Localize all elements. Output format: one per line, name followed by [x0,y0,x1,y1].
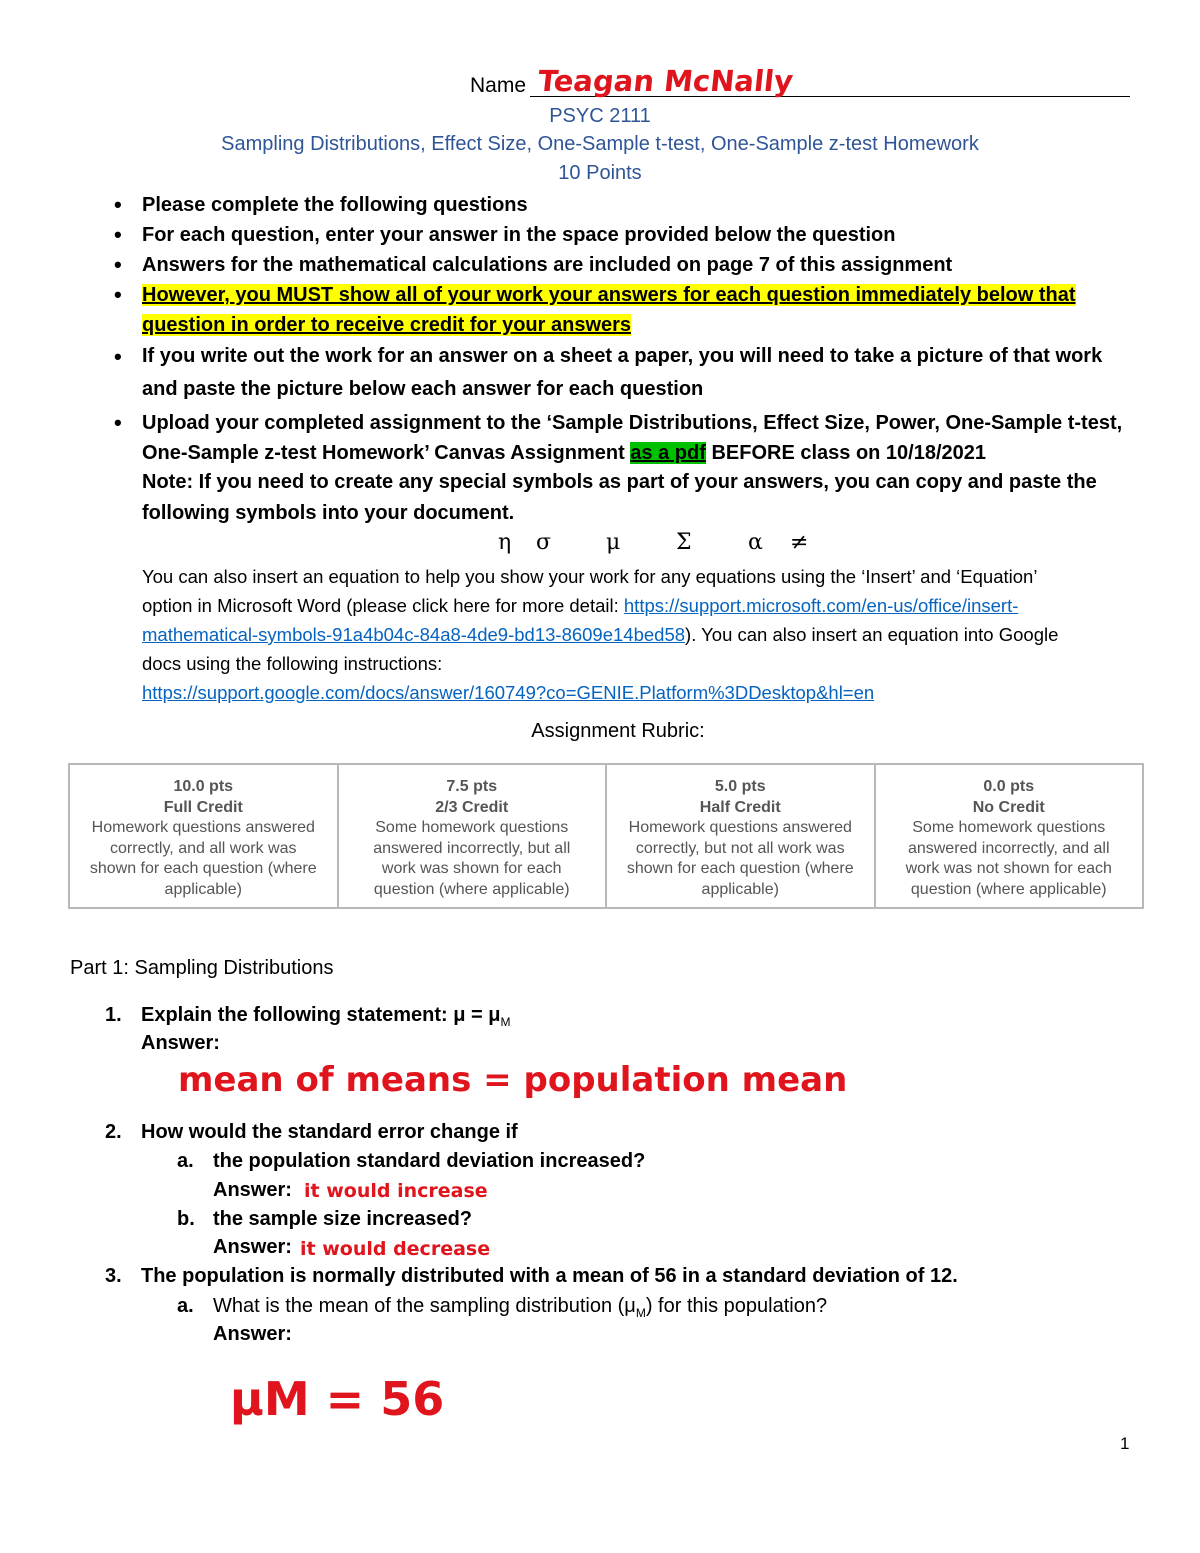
name-label: Name [470,74,527,97]
rubric-cell-full-credit: 10.0 pts Full Credit Homework questions answered correctly, and all work was shown for each question (where applicable) [70,765,339,907]
page-number: 1 [1120,1434,1130,1453]
name-line [470,64,1130,100]
answer-label: Answer: [141,1032,220,1054]
microsoft-link[interactable]: https://support.microsoft.com/en-us/office/insert- [623,595,1019,616]
rubric-table [68,763,1144,909]
symbol-alpha: α [748,530,763,555]
symbol-eta: η [498,530,512,555]
equation-info: You can also insert an equation to help you show your work for any equations using the ‘Insert’ and ‘Equation’ option in Microsoft Word (please click here for more detail: https://support.microsoft.com/en-us/office/insert- mathematical-symbols-91a4b04c-84a8-4de9-bd13-8609e14bed58). You can also insert an equation into Google docs using the following instructions: https://support.google.com/docs/answer/160749?co=GENIE.Platform%3DDesktop&hl=en [142,566,1059,703]
part-1-title: Part 1: Sampling Distributions [70,957,334,979]
microsoft-link-continued[interactable]: mathematical-symbols-91a4b04c-84a8-4de9-bd13-8609e14bed58 [142,624,686,645]
instruction-list [110,190,1150,468]
handwritten-answer-2b: it would decrease [300,1238,491,1260]
handwritten-answer-1: mean of means = population mean [178,1060,848,1100]
instruction-item-highlighted [110,280,1150,340]
note-text: Note: If you need to create any special symbols as part of your answers, you can copy and paste the following symbols into your document. [142,471,1097,524]
answer-label: Answer: [213,1323,292,1345]
answer-label: Answer: [213,1236,292,1258]
handwritten-answer-3a: μM = 56 [230,1372,445,1426]
rubric-title: Assignment Rubric: [531,720,705,742]
document-page: Name Teagan McNally PSYC 2111 Sampling Distributions, Effect Size, One-Sample t-test, One-Sample z-test Homework 10 Points • Please complete the following questions • For each question, enter your answer in the space provided below the question • Answers for the mathematical calculations are included on page 7 of this assignment • However, you MUST show all of your work your answers for each question immediately below that question in order to receive credit for your answers • If you write out the work for an answer on a sheet a paper, you will need to take a picture of that work and paste the picture below each answer for each question • Upload your completed assignment to the ‘Sample Distributions, Effect Size, Power, One-Sample t-test, One-Sample z-test Homework’ Canvas Assignment as a pdf BEFORE class on 10/18/2021 Note: If you need to create any special symbols as part of your answers, you can copy and paste the following symbols into your document. η σ μ Σ α ≠ You can also insert an equation to help you show your work for any equations using the ‘Insert’ and ‘Equation’ option in Microsoft Word (please click here for more detail: https://support.microsoft.com/en-us/office/insert- mathematical-symbols-91a4b04c-84a8-4de9-bd13-8609e14bed58). You can also insert an equation into Google docs using the following instructions: https://support.google.com/docs/answer/160749?co=GENIE.Platform%3DDesktop&hl=en Assignment Rubric: 10.0 pts Full Credit Homework questions answered correctly, and all work was shown for each question (where applicable) 7.5 pts 2/3 Credit Some homework questions answered incorrectly, but all work was shown for each question (where applicable) 5.0 pts Half Credit Homework questions answered correctly, but not all work was shown for each question (where applicable) 0.0 pts No Credit Some homework questions answered incorrectly, and all work was not shown for each question (where applicable) Part 1: Sampling Distributions 1. Explain the following statement: $\mu = \mu_M$ Answer: mean of means = population mean 2. How would the standard error change if a. the population standard deviation increased? Answer: b. the sample size increased? Answer: it would increase it would decrease 3. The population is normally distributed with a mean of 56 in a standard deviation of 12. a. What is the mean of the sampling distribution $(\mu_M)$ for this population? Answer: μM = 56 1 [0,0,1200,1553]
symbol-not-equal: ≠ [790,530,809,555]
rubric-cell-half-credit: 5.0 pts Half Credit Homework questions answered correctly, but not all work was shown for each question (where applicable) [607,765,876,907]
highlighted-text: question in order to receive credit for your answers [142,314,632,336]
highlighted-text: However, you MUST show all of your work your answers for each question immediately below that [142,284,1076,306]
rubric-cell-two-thirds-credit: 7.5 pts 2/3 Credit Some homework questions answered incorrectly, but all work was shown for each question (where applicable) [339,765,608,907]
pdf-highlight: as a pdf [630,442,706,464]
handwritten-name: Teagan McNally [536,64,795,98]
handwritten-answer-2a: it would increase [304,1180,488,1202]
instruction-item: • For each question, enter your answer in the space provided below the question [110,220,1150,250]
symbol-mu: μ [606,530,621,555]
symbol-sigma: σ [536,530,552,555]
course-code: PSYC 2111 [549,105,651,127]
instruction-item: • Answers for the mathematical calculations are included on page 7 of this assignment [110,250,1150,280]
instruction-item: • Upload your completed assignment to the ‘Sample Distributions, Effect Size, Power, One-Sample t-test, One-Sample z-test Homework’ Canvas Assignment as a pdf BEFORE class on 10/18/2021 [110,408,1150,468]
instruction-item: • If you write out the work for an answer on a sheet a paper, you will need to take a picture of that work and paste the picture below each answer for each question [110,340,1150,406]
google-docs-link[interactable]: https://support.google.com/docs/answer/160749?co=GENIE.Platform%3DDesktop&hl=en [142,682,875,703]
points-label: 10 Points [558,162,642,184]
assignment-title: Sampling Distributions, Effect Size, One-Sample t-test, One-Sample z-test Homework [221,133,979,155]
rubric-cell-no-credit: 0.0 pts No Credit Some homework questions answered incorrectly, and all work was not shown for each question (where applicable) [905,778,1112,898]
answer-label: Answer: [213,1179,292,1201]
symbol-capital-sigma: Σ [676,530,692,555]
instruction-item: • Please complete the following questions [110,190,1150,220]
